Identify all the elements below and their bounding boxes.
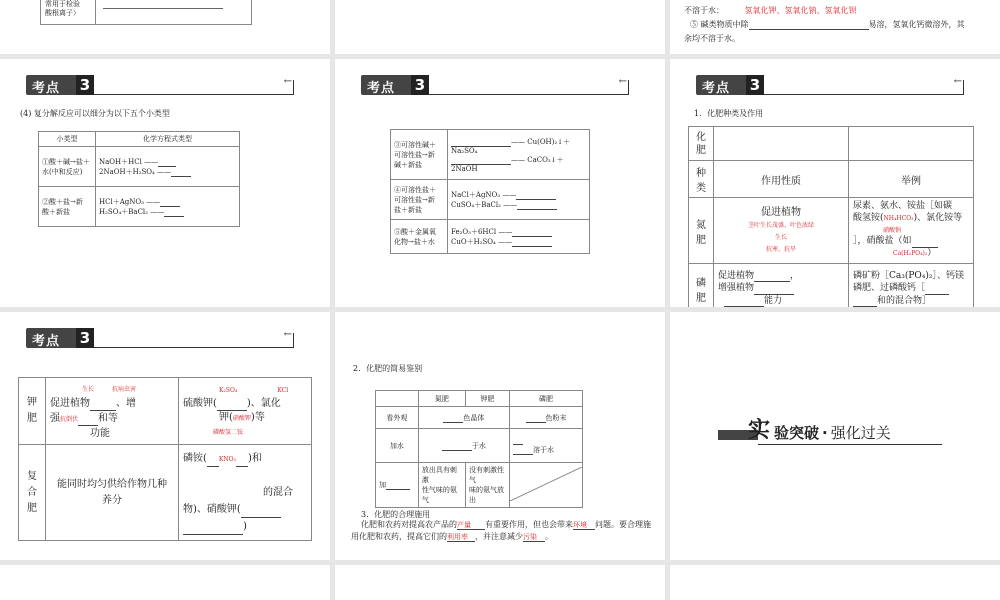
table-header: 小类型 <box>39 132 96 147</box>
row-label: 种类 <box>689 161 714 198</box>
slide-top-right <box>670 0 1000 54</box>
table-header: 钾肥 <box>465 391 509 407</box>
fertilizer-table <box>18 377 312 541</box>
table-cell: ④可溶性盐＋ 可溶性盐→新 盐＋新盐 <box>391 180 448 220</box>
table-cell: NaCl＋AgNO₃ —— CuSO₄＋BaCl₂ —— <box>448 180 590 220</box>
header-badge: 考点 <box>696 75 764 95</box>
table-cell-line: 酸根离子） <box>45 9 80 17</box>
partial-table <box>40 0 252 25</box>
row-label: 化肥 <box>689 127 714 161</box>
table-cell: ②酸＋盐→新 酸＋新盐 <box>39 187 96 227</box>
slide-fertilizer-identify <box>335 312 665 560</box>
table-cell: 没有刺激性气 味的氨气放出 <box>465 463 509 508</box>
answer-text: 氢氧化钾、氢氧化钠、氢氧化钡 <box>744 6 857 15</box>
slide-bottom-right <box>670 565 1000 600</box>
fertilizer-table <box>688 126 974 307</box>
table-header: 举例 <box>849 161 974 198</box>
section-intro: (4) 复分解反应可以细分为以下五个小类型 <box>20 109 170 118</box>
table-cell: 促进植物 茎叶生长茂盛、叶色浓绿 生长 抗寒、抗旱 <box>714 198 849 264</box>
diagonal-line <box>510 467 582 501</box>
table-cell: 尿素、氨水、铵盐［如碳 酸氢铵(NH₄HCO₃)、氯化铵等 硝酸钠 ］，硝酸盐（如 Ca(H₂PO₄)₂） <box>849 198 974 264</box>
reaction-type-table <box>38 131 240 227</box>
row-label: 看外观 <box>376 407 419 429</box>
row-label: 加水 <box>376 429 419 463</box>
table-cell: 促进植物 ， 增强植物 能力 <box>714 264 849 308</box>
table-cell: ①酸＋碱→盐＋ 水(中和反应) <box>39 147 96 187</box>
table-cell: 溶于水 <box>510 429 583 463</box>
text-prefix: 不溶于水： <box>684 6 724 15</box>
section-title: 2．化肥的简易鉴别 <box>353 364 423 373</box>
slide-bottom-middle <box>335 565 665 600</box>
text-line: 余均不溶于水。 <box>684 34 740 43</box>
table-cell: ③可溶性碱＋ 可溶性盐→新 碱＋新盐 <box>391 130 448 180</box>
table-cell: 磷铵( KNO₃ )和 的混合 物)、硝酸钾( ) <box>179 445 312 541</box>
table-cell: Fe₂O₃＋6HCl —— CuO＋H₂SO₄ —— <box>448 220 590 254</box>
kaodian-header <box>26 75 296 95</box>
experiment-banner <box>718 418 942 446</box>
text-line <box>684 6 857 16</box>
table-cell: —— Cu(OH)₂↓＋ Na₂SO₄ —— CaCO₃↓＋ 2NaOH <box>448 130 590 180</box>
table-cell: NaOH＋HCl —— 2NaOH＋H₂SO₄ —— <box>96 147 240 187</box>
header-badge: 考点 <box>361 75 429 95</box>
text-line <box>690 20 965 30</box>
table-cell: 于水 <box>418 429 509 463</box>
text-prefix: ⑤ 碱类物质中除 <box>690 20 749 29</box>
table-header: 磷肥 <box>510 391 583 407</box>
header-badge: 考点 <box>26 328 94 348</box>
table-header: 作用性质 <box>714 161 849 198</box>
table-cell: 色粉末 <box>510 407 583 429</box>
slide-experiment <box>670 312 1000 560</box>
back-arrow-icon: ← <box>618 76 627 87</box>
slide-top-middle <box>335 0 665 54</box>
row-label: 复 合 肥 <box>19 445 46 541</box>
row-label: 加 <box>376 463 419 508</box>
table-cell: ⑤酸＋金属氧 化物→盐＋水 <box>391 220 448 254</box>
header-number: 3 <box>411 75 429 95</box>
text-suffix: 易溶，氢氧化钙微溶外，其 <box>868 20 965 29</box>
table-cell-line: 常用于检验 <box>45 0 80 8</box>
table-cell: HCl＋AgNO₃ —— H₂SO₄＋BaCl₂ —— <box>96 187 240 227</box>
section-title: 1．化肥种类及作用 <box>694 109 764 118</box>
table-cell: 放出具有刺激 性气味的氨气 <box>418 463 465 508</box>
header-number: 3 <box>746 75 764 95</box>
reaction-type-table <box>390 129 590 254</box>
row-label: 磷肥 <box>689 264 714 308</box>
slide-kaodian-5 <box>335 59 665 307</box>
slide-kaodian-4 <box>0 59 330 307</box>
slide-kaodian-7 <box>0 312 330 560</box>
table-header: 氮肥 <box>418 391 465 407</box>
table-cell: 磷矿粉［Ca₃(PO₄)₂］、钙镁 磷肥、过磷酸钙［ 和的混合物］ <box>849 264 974 308</box>
header-number: 3 <box>76 328 94 348</box>
slide-top-left <box>0 0 330 54</box>
banner-title: 验突破 · 强化过关 <box>774 424 891 442</box>
row-label: 氮肥 <box>689 198 714 264</box>
table-cell: 色晶体 <box>418 407 509 429</box>
back-arrow-icon: ← <box>953 76 962 87</box>
section-title: 3．化肥的合理施用 <box>361 510 431 519</box>
table-cell: 生长 抗病虫害 促进植物 、增 强抗倒伏 和等 功能 <box>46 378 179 445</box>
kaodian-header <box>26 328 296 348</box>
kaodian-header <box>696 75 966 95</box>
paragraph-line: 化肥和农药对提高农产品的产量 有重要作用，但也会带来环境 问题。要合理施 <box>361 520 651 529</box>
table-cell: 能同时均匀供给作物几种 养分 <box>46 445 179 541</box>
row-label: 钾 肥 <box>19 378 46 445</box>
paragraph-line: 用化肥和农药，提高它们的利用率 ，并注意减少污染 。 <box>351 532 553 541</box>
table-cell: K₂SO₄ KCl 硫酸钾( )、氯化 钾(硝酸钾)等 磷酸氢二铵 <box>179 378 312 445</box>
header-number: 3 <box>76 75 94 95</box>
header-badge: 考点 <box>26 75 94 95</box>
table-header: 化学方程式类型 <box>96 132 240 147</box>
slide-kaodian-6 <box>670 59 1000 307</box>
kaodian-header <box>361 75 631 95</box>
identify-table <box>375 390 583 508</box>
table-cell <box>510 463 583 508</box>
back-arrow-icon: ← <box>283 329 292 340</box>
banner-big-char: 实 <box>748 418 771 443</box>
slide-bottom-left <box>0 565 330 600</box>
back-arrow-icon: ← <box>283 76 292 87</box>
